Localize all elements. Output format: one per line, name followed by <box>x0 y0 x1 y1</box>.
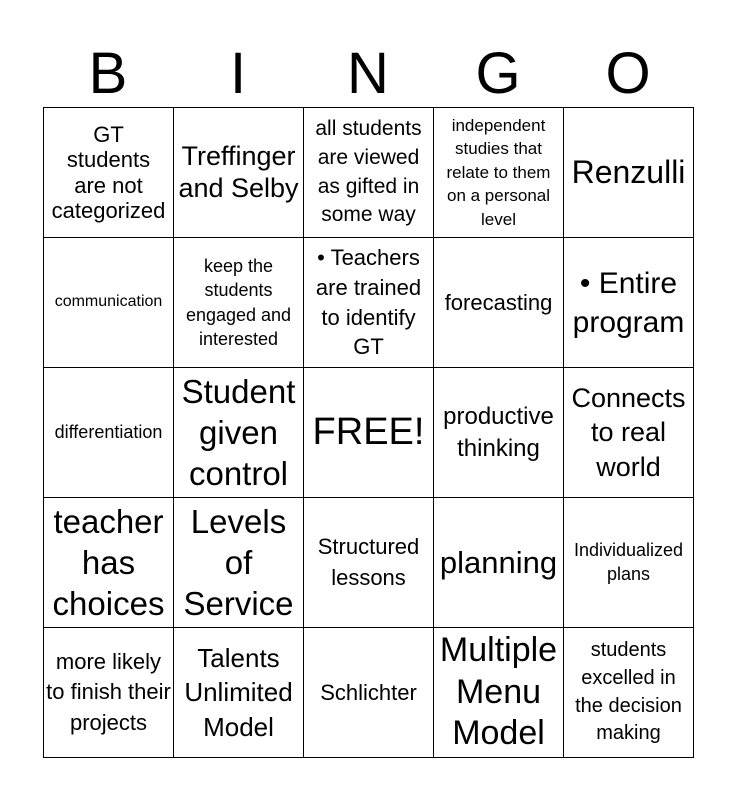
cell-text: forecasting <box>444 289 553 315</box>
cell-text: Connects to real world <box>571 382 686 482</box>
header-letter-o: O <box>605 41 651 106</box>
bingo-cell[interactable] <box>174 628 304 758</box>
cell-text: Individualized plans <box>573 540 684 584</box>
bingo-cell[interactable] <box>564 368 694 498</box>
bingo-cell[interactable] <box>304 238 434 368</box>
cell-text: Student given control <box>181 372 296 493</box>
free-space-text: FREE! <box>312 410 425 453</box>
bingo-cell[interactable] <box>44 628 174 758</box>
bingo-cell[interactable] <box>434 238 564 368</box>
bingo-cell[interactable] <box>174 108 304 238</box>
cell-text: • Entire program <box>572 266 685 339</box>
bingo-cell[interactable] <box>174 238 304 368</box>
bingo-cell[interactable] <box>434 628 564 758</box>
bingo-cell[interactable] <box>44 498 174 628</box>
cell-text: all students are viewed as gifted in some way <box>315 116 422 227</box>
bingo-board <box>43 107 694 758</box>
bingo-cell[interactable] <box>434 368 564 498</box>
cell-text: productive thinking <box>443 403 554 462</box>
cell-text: GT students are not categorized <box>51 121 166 223</box>
cell-text: students excelled in the decision making <box>575 639 682 745</box>
cell-text: teacher has choices <box>52 502 165 623</box>
bingo-cell[interactable] <box>44 368 174 498</box>
header-letter-g: G <box>475 41 521 106</box>
cell-text: Talents Unlimited Model <box>184 643 293 742</box>
cell-text: planning <box>439 544 558 580</box>
cell-text: communication <box>54 293 163 311</box>
bingo-cell[interactable] <box>434 108 564 238</box>
cell-text: Schlichter <box>320 679 417 705</box>
header-letter-n: N <box>347 41 389 106</box>
bingo-cell[interactable] <box>564 498 694 628</box>
cell-text: Levels of Service <box>183 502 294 623</box>
bingo-cell[interactable] <box>304 498 434 628</box>
cell-text: • Teachers are trained to identify GT <box>315 244 422 360</box>
free-space[interactable] <box>304 368 434 498</box>
bingo-cell[interactable] <box>564 108 694 238</box>
bingo-cell[interactable] <box>434 498 564 628</box>
bingo-cell[interactable] <box>564 238 694 368</box>
bingo-cell[interactable] <box>304 108 434 238</box>
cell-text: independent studies that relate to them on a personal level <box>446 115 551 229</box>
cell-text: Multiple Menu Model <box>439 631 558 753</box>
cell-text: Renzulli <box>571 154 686 191</box>
header-letter-i: I <box>229 41 247 106</box>
bingo-cell[interactable] <box>44 238 174 368</box>
cell-text: more likely to finish their projects <box>46 648 171 735</box>
bingo-cell[interactable] <box>174 498 304 628</box>
bingo-cell[interactable] <box>304 628 434 758</box>
cell-text: keep the students engaged and interested <box>185 255 292 349</box>
header-letter-b: B <box>88 41 128 106</box>
bingo-cell[interactable] <box>174 368 304 498</box>
bingo-cell[interactable] <box>564 628 694 758</box>
cell-text: Structured lessons <box>317 533 420 590</box>
bingo-header <box>43 40 693 108</box>
cell-text: differentiation <box>54 422 163 443</box>
cell-text: Treffinger and Selby <box>178 141 299 203</box>
bingo-cell[interactable] <box>44 108 174 238</box>
